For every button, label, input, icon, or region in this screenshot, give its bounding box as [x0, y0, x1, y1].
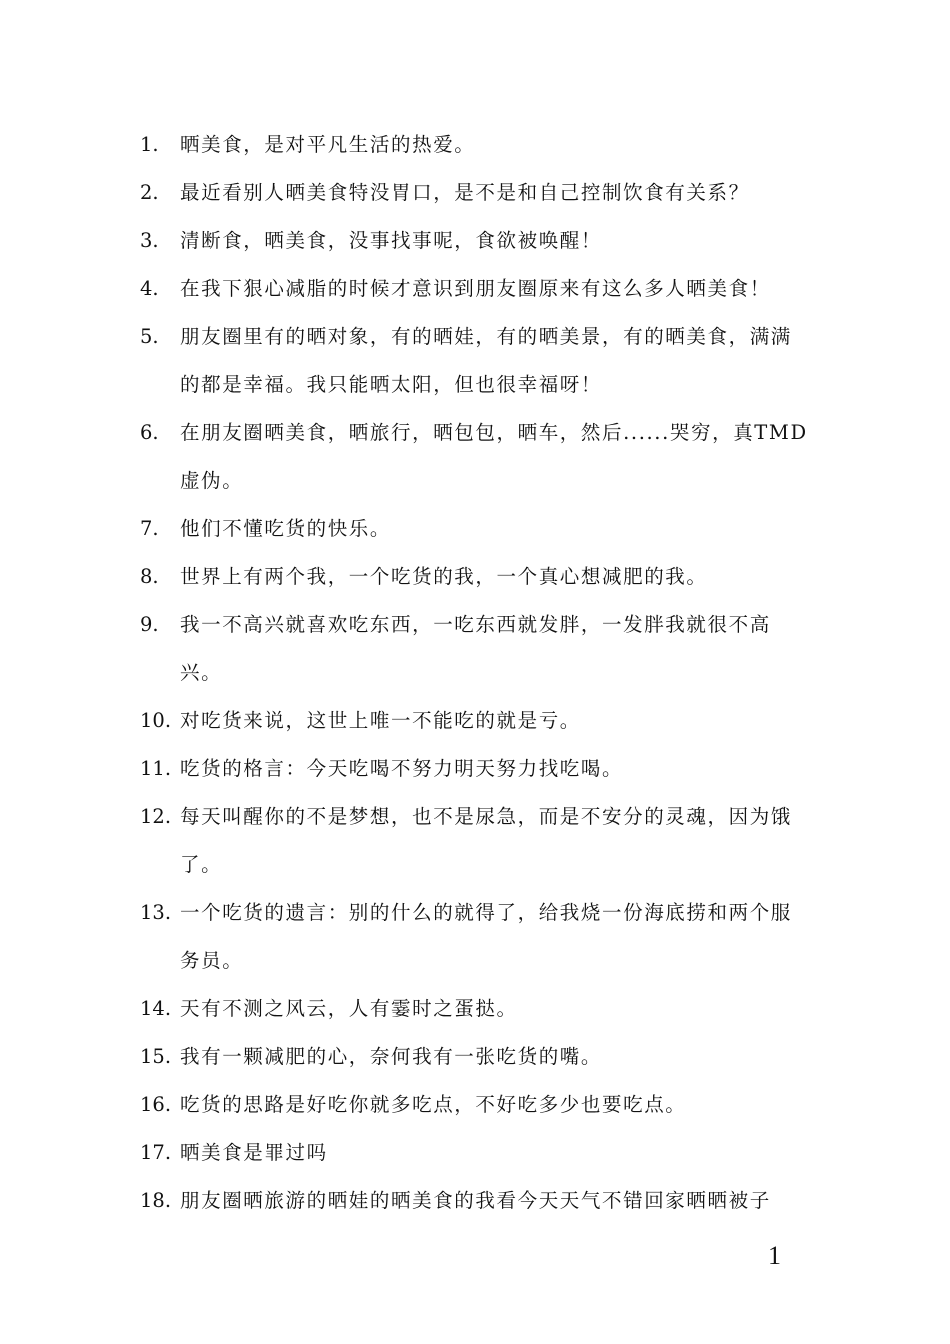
list-item: [140, 169, 810, 217]
list-item-number: 4.: [140, 277, 159, 300]
list-item-number: 10.: [140, 709, 172, 732]
list-item-number: 3.: [140, 229, 159, 252]
quote-list: [140, 121, 810, 1225]
list-item-number: 17.: [140, 1141, 172, 1164]
list-item: [140, 985, 810, 1033]
list-item: [140, 313, 810, 409]
list-item-number: 6.: [140, 421, 159, 444]
list-item-text: 世界上有两个我，一个吃货的我，一个真心想减肥的我。: [180, 565, 708, 588]
list-item-text: 晒美食是罪过吗: [180, 1141, 328, 1164]
list-item-number: 8.: [140, 565, 159, 588]
list-item-text: 清断食，晒美食，没事找事呢，食欲被唤醒！: [180, 229, 603, 252]
list-item: [140, 1033, 810, 1081]
list-item-number: 5.: [140, 325, 159, 348]
list-item-number: 15.: [140, 1045, 172, 1068]
list-item-text: 吃货的格言：今天吃喝不努力明天努力找吃喝。: [180, 757, 624, 780]
list-item: [140, 553, 810, 601]
list-item-text: 他们不懂吃货的快乐。: [180, 517, 392, 540]
page-number: 1: [768, 1241, 781, 1270]
list-item: [140, 745, 810, 793]
list-item: [140, 217, 810, 265]
list-item-text: 一个吃货的遗言：别的什么的就得了，给我烧一份海底捞和两个服务员。: [180, 901, 792, 972]
list-item-number: 11.: [140, 757, 172, 780]
list-item-text: 每天叫醒你的不是梦想，也不是尿急，而是不安分的灵魂，因为饿了。: [180, 805, 792, 876]
list-item: [140, 1081, 810, 1129]
list-item: [140, 505, 810, 553]
list-item-text: 我一不高兴就喜欢吃东西，一吃东西就发胖，一发胖我就很不高兴。: [180, 613, 771, 684]
list-item-number: 14.: [140, 997, 172, 1020]
list-item-text: 晒美食，是对平凡生活的热爱。: [180, 133, 476, 156]
list-item: [140, 889, 810, 985]
list-item: [140, 121, 810, 169]
list-item-text: 对吃货来说，这世上唯一不能吃的就是亏。: [180, 709, 581, 732]
list-item-text: 在我下狠心减脂的时候才意识到朋友圈原来有这么多人晒美食！: [180, 277, 771, 300]
list-item: [140, 265, 810, 313]
list-item-number: 7.: [140, 517, 159, 540]
list-item-number: 1.: [140, 133, 159, 156]
list-item: [140, 793, 810, 889]
list-item: [140, 409, 810, 505]
list-item: [140, 1129, 810, 1177]
list-item-text: 我有一颗减肥的心，奈何我有一张吃货的嘴。: [180, 1045, 603, 1068]
list-item-number: 12.: [140, 805, 172, 828]
list-item-number: 16.: [140, 1093, 172, 1116]
list-item-text: 最近看别人晒美食特没胃口，是不是和自己控制饮食有关系？: [180, 181, 750, 204]
list-item-text: 在朋友圈晒美食，晒旅行，晒包包，晒车，然后......哭穷，真TMD虚伪。: [180, 421, 808, 492]
list-item-number: 2.: [140, 181, 159, 204]
list-item: [140, 697, 810, 745]
list-item-text: 吃货的思路是好吃你就多吃点，不好吃多少也要吃点。: [180, 1093, 687, 1116]
list-item-text: 天有不测之风云，人有霎时之蛋挞。: [180, 997, 518, 1020]
list-item-number: 18.: [140, 1189, 172, 1212]
list-item-number: 13.: [140, 901, 172, 924]
list-item: [140, 1177, 810, 1225]
list-item-text: 朋友圈晒旅游的晒娃的晒美食的我看今天天气不错回家晒晒被子: [180, 1189, 771, 1212]
list-item-text: 朋友圈里有的晒对象，有的晒娃，有的晒美景，有的晒美食，满满的都是幸福。我只能晒太阳，但也很幸福呀！: [180, 325, 792, 396]
list-item: [140, 601, 810, 697]
list-item-number: 9.: [140, 613, 159, 636]
